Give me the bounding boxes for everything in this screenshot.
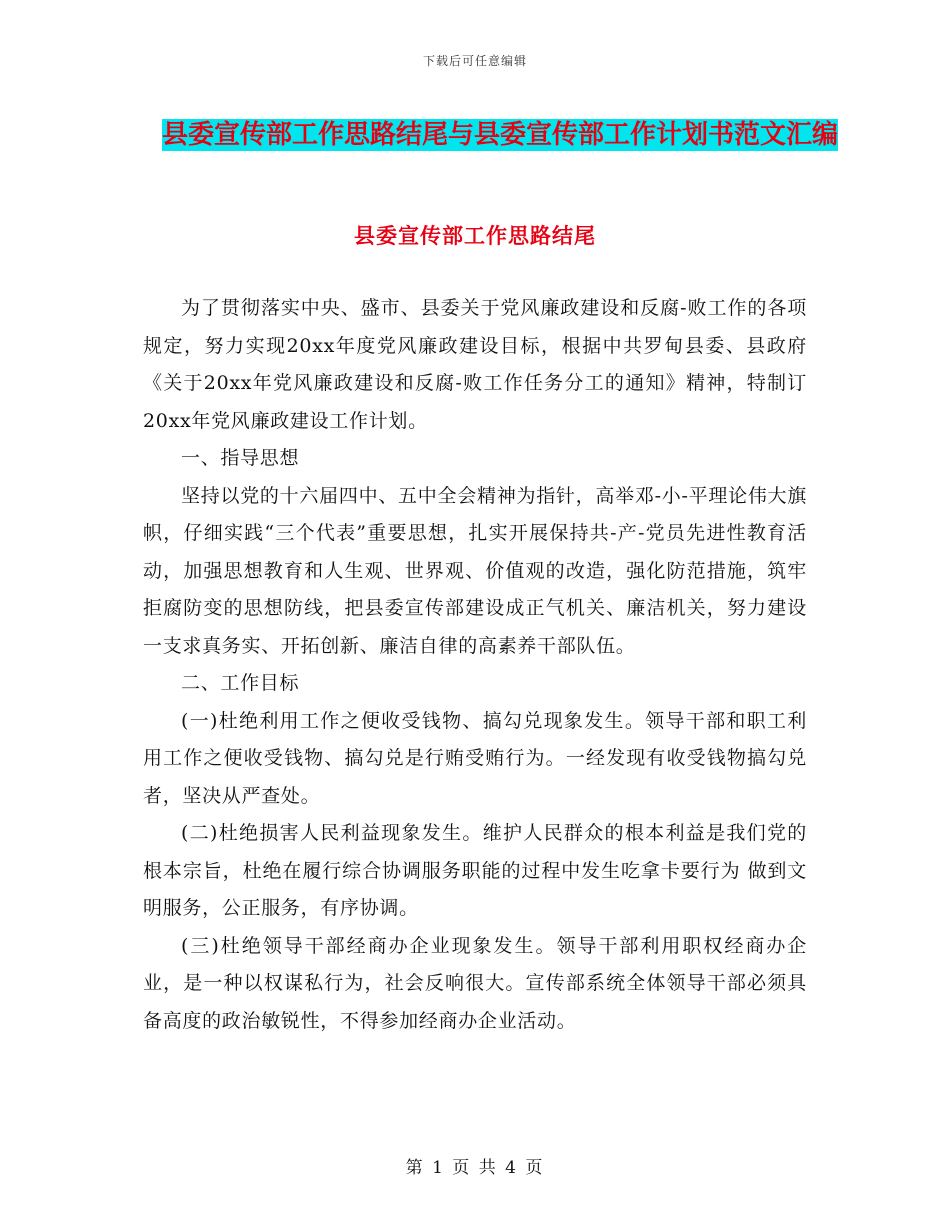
section-title: 县委宣传部工作思路结尾 (354, 223, 596, 248)
page-footer: 第 1 页 共 4 页 (405, 1158, 545, 1178)
document-body (143, 290, 807, 1040)
paragraph-goal-3: (三)杜绝领导干部经商办企业现象发生。领导干部利用职权经商办企业，是一种以权谋私行为，社会反响很大。宣传部系统全体领导干部必须具备高度的政治敏锐性，不得参加经商办企业活动。 (143, 934, 807, 1032)
document-title (150, 110, 850, 160)
paragraph-guiding-ideology: 坚持以党的十六届四中、五中全会精神为指针，高举邓-小-平理论伟大旗帜，仔细实践“三个代表”重要思想，扎实开展保持共-产-党员先进性教育活动，加强思想教育和人生观、世界观、价值观的改造，强化防范措施，筑牢拒腐防变的思想防线，把县委宣传部建设成正气机关、廉洁机关，努力建设一支求真务实、开拓创新、廉洁自律的高素养干部队伍。 (143, 484, 807, 657)
page-header-note: 下载后可任意编辑 (422, 54, 527, 68)
document-title-text: 县委宣传部工作思路结尾与县委宣传部工作计划书范文汇编 (161, 120, 838, 150)
heading-work-goals: 二、工作目标 (181, 672, 300, 694)
heading-guiding-ideology: 一、指导思想 (181, 447, 300, 469)
paragraph-goal-1: (一)杜绝利用工作之便收受钱物、搞勾兑现象发生。领导干部和职工利用工作之便收受钱物、搞勾兑是行贿受贿行为。一经发现有收受钱物搞勾兑者，坚决从严查处。 (143, 709, 807, 807)
paragraph-intro: 为了贯彻落实中央、盛市、县委关于党风廉政建设和反腐-败工作的各项规定，努力实现20xx年度党风廉政建设目标，根据中共罗甸县委、县政府《关于20xx年党风廉政建设和反腐-败工作任务分工的通知》精神，特制订20xx年党风廉政建设工作计划。 (143, 297, 807, 432)
paragraph-goal-2: (二)杜绝损害人民利益现象发生。维护人民群众的根本利益是我们党的根本宗旨，杜绝在履行综合协调服务职能的过程中发生吃拿卡要行为 做到文明服务，公正服务，有序协调。 (143, 822, 807, 919)
